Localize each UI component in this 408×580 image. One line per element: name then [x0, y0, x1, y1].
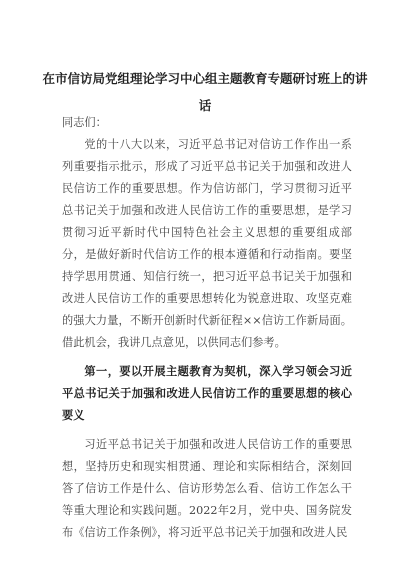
document-title: 在市信访局党组理论学习中心组主题教育专题研讨班上的讲话	[42, 71, 368, 113]
document-body	[62, 112, 352, 544]
section-paragraph: 习近平总书记关于加强和改进人民信访工作的重要思想，坚持历史和现实相贯通、理论和实际相结合，深刻回答了信访工作是什么、信访形势怎么看、信访工作怎么干等重大理论和实践问题。2022年2月，党中央、国务院发布《信访工作条例》，将习近平总书记关于加强和改进人民	[62, 438, 352, 539]
body-paragraph: 党的十八大以来，习近平总书记对信访工作作出一系列重要指示批示，形成了习近平总书记关于加强和改进人民信访工作的重要思想。作为信访部门，学习贯彻习近平总书记关于加强和改进人民信访工作的重要思想，是学习贯彻习近平新时代中国特色社会主义思想的重要组成部分，是做好新时代信访工作的根本遵循和行动指南。要坚持学思用贯通、知信行统一，把习近平总书记关于加强和改进人民信访工作的重要思想转化为锐意进取、攻坚克难的强大力量，不断开创新时代新征程××信访工作新局面。借此机会，我讲几点意见，以供同志们参考。	[62, 138, 352, 349]
section-heading: 第一，要以开展主题教育为契机，深入学习领会习近平总书记关于加强和改进人民信访工作的重要思想的核心要义	[62, 364, 352, 422]
salutation: 同志们：	[62, 116, 107, 129]
